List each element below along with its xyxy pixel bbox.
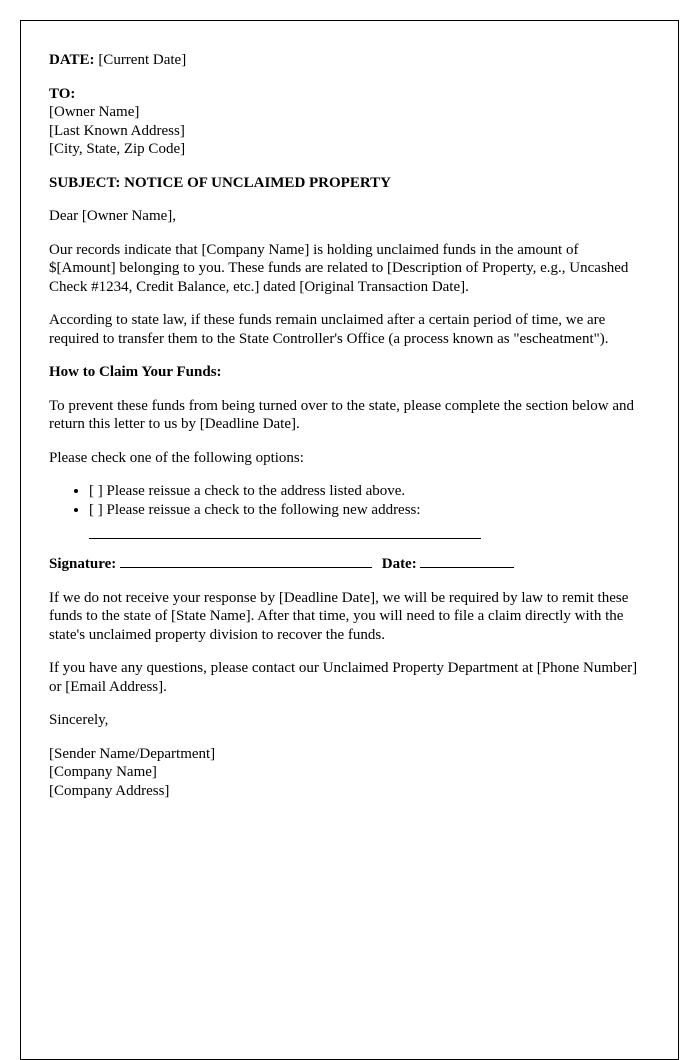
to-label: TO: — [49, 85, 76, 102]
date-line — [49, 51, 648, 70]
paragraph-records: Our records indicate that [Company Name] is holding unclaimed funds in the amount of $[Amount] belonging to you. These funds are related to [Description of Property, e.g., Uncashed Check #1234, Credit Balance, etc.] dated [Original Transaction Date]. — [49, 241, 629, 295]
option-existing-address: • [ ] Please reissue a check to the address listed above. — [89, 482, 648, 501]
recipient-address: [Last Known Address] — [49, 122, 185, 139]
paragraph-questions: If you have any questions, please contact our Unclaimed Property Department at [Phone Number] or [Email Address]. — [49, 660, 638, 695]
options-intro: Please check one of the following options: — [49, 449, 304, 466]
sender-name: [Sender Name/Department] — [49, 745, 216, 762]
signature-fill-line — [120, 554, 372, 568]
signature-label: Signature: — [49, 556, 117, 572]
recipient-name: [Owner Name] — [49, 104, 140, 120]
options-list — [49, 482, 648, 519]
recipient-city-state-zip: [City, State, Zip Code] — [49, 141, 186, 157]
sender-company: [Company Name] — [49, 764, 157, 780]
paragraph-state-law: According to state law, if these funds remain unclaimed after a certain period of time, we are required to transfer them to the State Controller's Office (a process known as "escheatment"). — [49, 312, 609, 347]
salutation: Dear [Owner Name], — [49, 208, 177, 224]
paragraph-prevent: To prevent these funds from being turned over to the state, please complete the section below and return this letter to us by [Deadline Date]. — [49, 397, 635, 432]
subject-line: SUBJECT: NOTICE OF UNCLAIMED PROPERTY — [49, 174, 391, 191]
recipient-block — [49, 85, 648, 159]
new-address-fill-line — [89, 524, 481, 539]
letter-page — [20, 20, 679, 1060]
signature-row — [49, 554, 648, 574]
letter-content — [49, 51, 648, 806]
signature-date-label: Date: — [381, 556, 417, 572]
closing: Sincerely, — [49, 712, 109, 728]
claim-heading: How to Claim Your Funds: — [49, 364, 222, 380]
date-value: [Current Date] — [98, 52, 187, 68]
date-label: DATE: — [49, 52, 95, 68]
sender-address: [Company Address] — [49, 782, 170, 799]
option-new-address: • [ ] Please reissue a check to the following new address: — [89, 501, 648, 520]
paragraph-remit: If we do not receive your response by [Deadline Date], we will be required by law to remit these funds to the state of [State Name]. After that time, you will need to file a claim directly with the state's unclaimed property division to recover the funds. — [49, 589, 629, 643]
sender-block — [49, 745, 648, 801]
signature-date-fill-line — [420, 554, 514, 568]
